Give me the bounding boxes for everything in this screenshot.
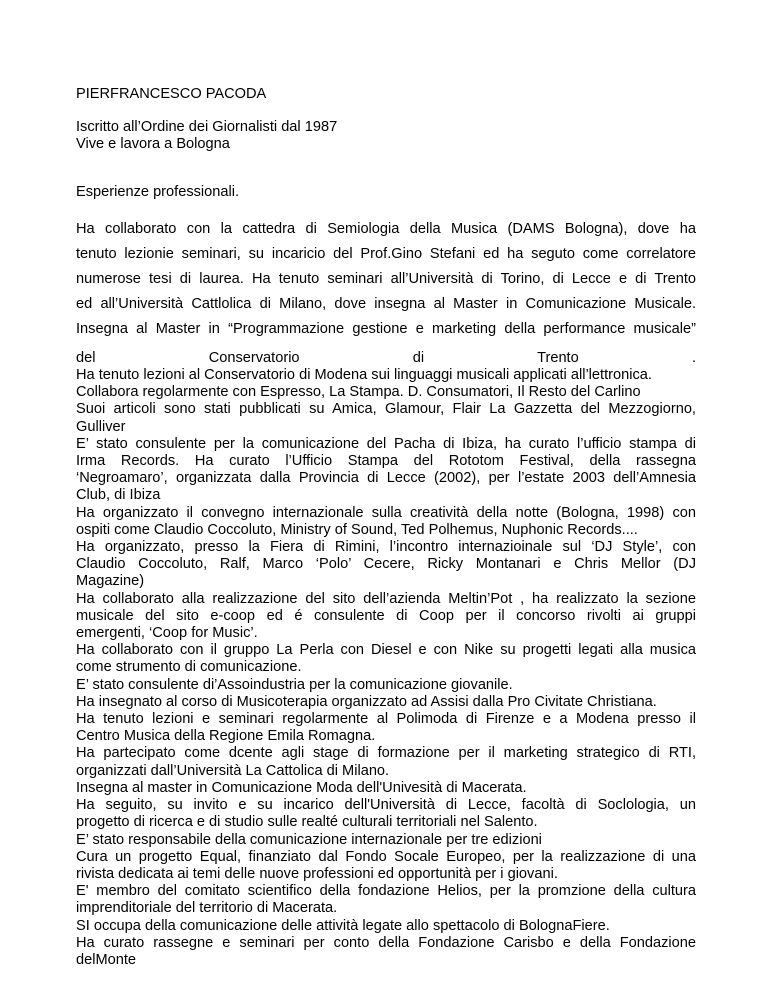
experience-line: progetto di ricerca e di studio sulle realté culturali territoriali nel Salento. <box>76 814 538 831</box>
experience-line: Ha tenuto lezioni e seminari regolarmente al Polimoda di Firenze e a Modena presso il <box>76 711 696 728</box>
spacer <box>76 103 696 119</box>
experience-line: Claudio Coccoluto, Ralf, Marco ‘Polo’ Cecere, Ricky Montanari e Chris Mellor (DJ <box>76 556 696 573</box>
spacer <box>76 342 696 350</box>
spacer <box>76 201 696 217</box>
experience-line: delMonte <box>76 951 137 968</box>
experience-line: Gulliver <box>76 418 126 435</box>
experience-line: emergenti, ‘Coop for Music’. <box>76 625 258 642</box>
spread-line <box>76 350 696 367</box>
intro-line: Insegna al Master in “Programmazione gestione e marketing della performance musicale” <box>76 320 696 337</box>
intro-line: Ha collaborato con la cattedra di Semiologia della Musica (DAMS Bologna), dove ha <box>76 220 696 237</box>
experience-line: rivista dedicata ai temi delle nuove professioni ed opportunità per i giovani. <box>76 865 558 882</box>
intro-line: ed all’Università Cattlolica di Milano, dove insegna al Master in Comunicazione Musicale. <box>76 295 696 312</box>
experience-line: Suoi articoli sono stati pubblicati su Amica, Glamour, Flair La Gazzetta del Mezzogiorno, <box>76 401 696 418</box>
experience-line: SI occupa della comunicazione delle attività legate allo spettacolo di BolognaFiere. <box>76 917 610 934</box>
experience-line: Club, di Ibiza <box>76 487 161 504</box>
document-page <box>76 86 696 969</box>
experience-line: musicale del sito e-coop ed é consulente di Coop per il concorso rivolti ai gruppi <box>76 607 696 624</box>
experience-line: Ha seguito, su invito e su incarico dell'Università di Lecce, facoltà di Soclologia, un <box>76 797 696 814</box>
experience-line: E’ stato responsabile della comunicazione internazionale per tre edizioni <box>76 831 542 848</box>
experience-line: Irma Records. Ha curato l’Ufficio Stampa del Rototom Festival, della rassegna <box>76 453 696 470</box>
spacer <box>76 154 696 184</box>
experience-line: Ha collaborato con il gruppo La Perla con Diesel e con Nike su progetti legati alla musica <box>76 642 696 659</box>
experience-line: Collabora regolarmente con Espresso, La Stampa. D. Consumatori, Il Resto del Carlino <box>76 384 641 401</box>
experience-line: Ha curato rassegne e seminari per conto della Fondazione Carisbo e della Fondazione <box>76 934 696 951</box>
section-title: Esperienze professionali. <box>76 183 240 200</box>
experience-line: Ha partecipato come dcente agli stage di formazione per il marketing strategico di RTI, <box>76 745 696 762</box>
intro-paragraph <box>76 217 696 342</box>
experience-line: Ha insegnato al corso di Musicoterapia organizzato ad Assisi dalla Pro Civitate Christiana. <box>76 693 657 710</box>
experience-line: Insegna al master in Comunicazione Moda dell'Univesità di Macerata. <box>76 779 527 796</box>
spread-word: del <box>76 349 96 366</box>
experience-line: imprenditoriale del territorio di Macerata. <box>76 900 338 917</box>
experience-line: Ha tenuto lezioni al Conservatorio di Modena sui linguaggi musicali applicati all’lettronica. <box>76 367 652 384</box>
experience-line: Centro Musica della Regione Emila Romagna. <box>76 728 376 745</box>
experience-line: come strumento di comunicazione. <box>76 659 302 676</box>
journalist-registration: Iscritto all’Ordine dei Giornalisti dal 1987 <box>76 119 338 136</box>
spread-word: di <box>412 349 425 366</box>
experience-line: Ha collaborato alla realizzazione del sito dell’azienda Meltin’Pot , ha realizzato la sezione <box>76 590 696 607</box>
spread-word: Trento <box>537 349 579 366</box>
experience-line: Ha organizzato il convegno internazionale sulla creatività della notte (Bologna, 1998) con <box>76 504 696 521</box>
experience-line: Cura un progetto Equal, finanziato dal Fondo Socale Europeo, per la realizzazione di una <box>76 848 696 865</box>
author-name: PIERFRANCESCO PACODA <box>76 86 267 102</box>
experience-line: E’ stato consulente di’Assoindustria per la comunicazione giovanile. <box>76 676 513 693</box>
experience-line: ‘Negroamaro’, organizzata dalla Provincia di Lecce (2002), per l’estate 2003 dell’Amnesia <box>76 470 696 487</box>
experience-line: E’ stato consulente per la comunicazione del Pacha di Ibiza, ha curato l’ufficio stampa di <box>76 435 696 452</box>
experience-list <box>76 367 696 969</box>
intro-line: tenuto lezionie seminari, su incaricio del Prof.Gino Stefani ed ha seguto come correlatore <box>76 245 696 262</box>
experience-line: Ha organizzato, presso la Fiera di Rimini, l’incontro internazioinale sul ‘DJ Style’, con <box>76 539 696 556</box>
experience-line: E' membro del comitato scientifico della fondazione Helios, per la promzione della cultura <box>76 883 696 900</box>
spread-word: Conservatorio <box>208 349 300 366</box>
spread-word: . <box>691 349 697 366</box>
intro-line: numerose tesi di laurea. Ha tenuto seminari all’Università di Torino, di Lecce e di Trento <box>76 270 696 287</box>
experience-line: Magazine) <box>76 573 145 590</box>
experience-line: organizzati dall’Università La Cattolica di Milano. <box>76 762 390 779</box>
experience-line: ospiti come Claudio Coccoluto, Ministry of Sound, Ted Polhemus, Nuphonic Records.... <box>76 521 638 538</box>
residence: Vive e lavora a Bologna <box>76 136 230 153</box>
